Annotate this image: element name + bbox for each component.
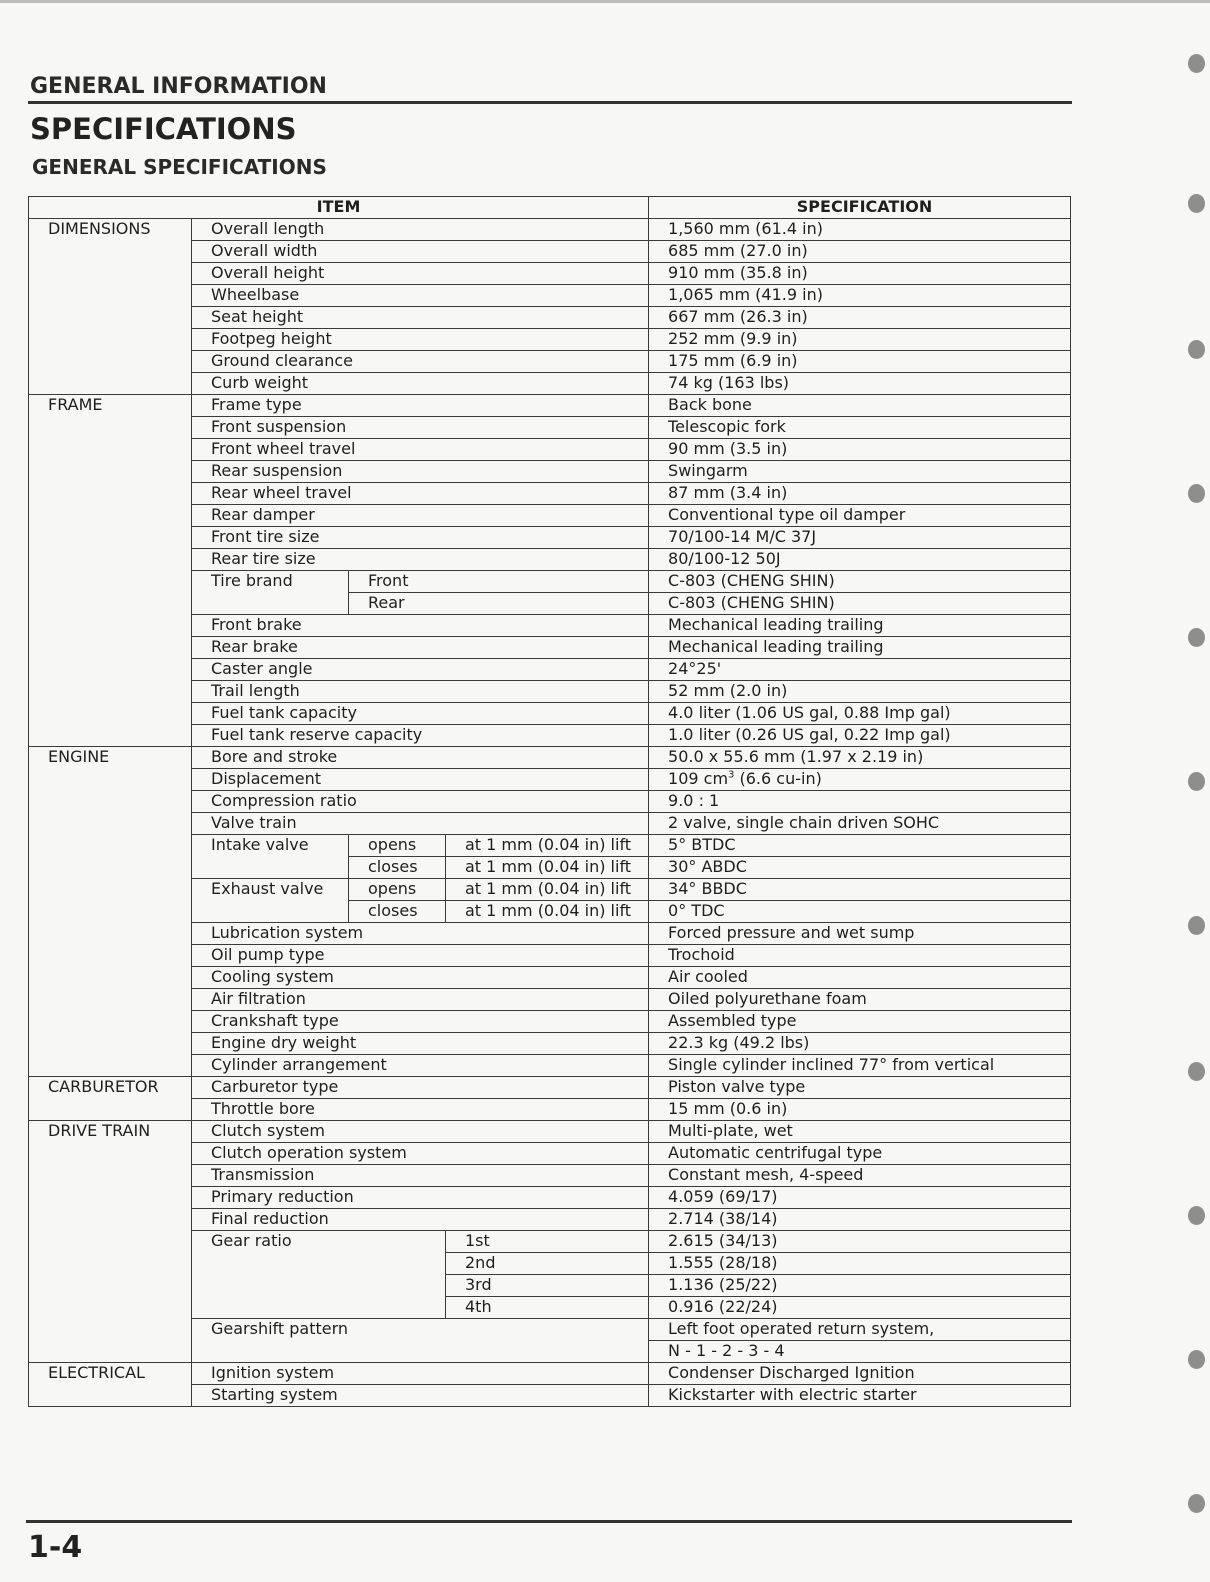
group-label-electrical: ELECTRICAL: [29, 1363, 192, 1407]
binder-hole-icon: [1188, 628, 1205, 647]
item-cell: Seat height: [192, 307, 649, 329]
binder-hole-icon: [1188, 484, 1205, 503]
binder-hole-icon: [1188, 916, 1205, 935]
spec-cell: Oiled polyurethane foam: [649, 989, 1071, 1011]
item-cell: Rear wheel travel: [192, 483, 649, 505]
item-cell: Rear brake: [192, 637, 649, 659]
group-label-drive-train: DRIVE TRAIN: [29, 1121, 192, 1363]
item-column-header: ITEM: [29, 197, 649, 219]
group-label-dimensions: DIMENSIONS: [29, 219, 192, 395]
page-subtitle: GENERAL SPECIFICATIONS: [32, 155, 327, 179]
spec-cell: 2.615 (34/13): [649, 1231, 1071, 1253]
item-cell: Fuel tank capacity: [192, 703, 649, 725]
spec-cell: Assembled type: [649, 1011, 1071, 1033]
item-cell: Air filtration: [192, 989, 649, 1011]
spec-cell: 9.0 : 1: [649, 791, 1071, 813]
gear-cell: 2nd: [446, 1253, 649, 1275]
displacement-value: 109 cm: [668, 769, 729, 788]
item-cell: Footpeg height: [192, 329, 649, 351]
spec-cell: 1,065 mm (41.9 in): [649, 285, 1071, 307]
item-cell: Starting system: [192, 1385, 649, 1407]
spec-cell: 1.555 (28/18): [649, 1253, 1071, 1275]
spec-cell: 175 mm (6.9 in): [649, 351, 1071, 373]
condition-cell: at 1 mm (0.04 in) lift: [446, 901, 649, 923]
spec-cell: 87 mm (3.4 in): [649, 483, 1071, 505]
spec-cell: 667 mm (26.3 in): [649, 307, 1071, 329]
item-cell: Overall length: [192, 219, 649, 241]
item-cell: Final reduction: [192, 1209, 649, 1231]
spec-cell: 74 kg (163 lbs): [649, 373, 1071, 395]
general-specifications-table: [28, 196, 1071, 1407]
item-cell: Carburetor type: [192, 1077, 649, 1099]
item-cell: Tire brand: [192, 571, 349, 615]
item-cell: Lubrication system: [192, 923, 649, 945]
page-number: 1-4: [28, 1530, 83, 1565]
sub-item-cell: Rear: [349, 593, 649, 615]
condition-cell: at 1 mm (0.04 in) lift: [446, 879, 649, 901]
spec-cell: 5° BTDC: [649, 835, 1071, 857]
spec-cell: Condenser Discharged Ignition: [649, 1363, 1071, 1385]
item-cell: Exhaust valve: [192, 879, 349, 923]
spec-cell: 34° BBDC: [649, 879, 1071, 901]
item-cell: Front wheel travel: [192, 439, 649, 461]
item-cell: Oil pump type: [192, 945, 649, 967]
spec-cell: 2 valve, single chain driven SOHC: [649, 813, 1071, 835]
spec-cell: 90 mm (3.5 in): [649, 439, 1071, 461]
item-cell: Curb weight: [192, 373, 649, 395]
binder-hole-icon: [1188, 54, 1205, 73]
item-cell: Intake valve: [192, 835, 349, 879]
item-cell: Bore and stroke: [192, 747, 649, 769]
item-cell: Crankshaft type: [192, 1011, 649, 1033]
table-row: [29, 1363, 1071, 1385]
spec-cell: N - 1 - 2 - 3 - 4: [649, 1341, 1071, 1363]
item-cell: Transmission: [192, 1165, 649, 1187]
spec-cell: 0° TDC: [649, 901, 1071, 923]
item-cell: Gearshift pattern: [192, 1319, 649, 1363]
spec-cell: 252 mm (9.9 in): [649, 329, 1071, 351]
spec-cell: Kickstarter with electric starter: [649, 1385, 1071, 1407]
sub-item-cell: closes: [349, 857, 446, 879]
section-header: GENERAL INFORMATION: [30, 74, 327, 99]
spec-cell: [649, 769, 1071, 791]
binder-hole-icon: [1188, 772, 1205, 791]
table-header-row: [29, 197, 1071, 219]
spec-cell: 4.0 liter (1.06 US gal, 0.88 Imp gal): [649, 703, 1071, 725]
sub-item-cell: closes: [349, 901, 446, 923]
item-cell: Compression ratio: [192, 791, 649, 813]
spec-cell: 1.0 liter (0.26 US gal, 0.22 Imp gal): [649, 725, 1071, 747]
item-cell: Throttle bore: [192, 1099, 649, 1121]
spec-cell: 15 mm (0.6 in): [649, 1099, 1071, 1121]
item-cell: Front suspension: [192, 417, 649, 439]
spec-cell: Automatic centrifugal type: [649, 1143, 1071, 1165]
spec-cell: Trochoid: [649, 945, 1071, 967]
specification-column-header: SPECIFICATION: [649, 197, 1071, 219]
group-label-frame: FRAME: [29, 395, 192, 747]
spec-cell: Air cooled: [649, 967, 1071, 989]
item-cell: Trail length: [192, 681, 649, 703]
item-cell: Ignition system: [192, 1363, 649, 1385]
item-cell: Primary reduction: [192, 1187, 649, 1209]
spec-cell: 80/100-12 50J: [649, 549, 1071, 571]
condition-cell: at 1 mm (0.04 in) lift: [446, 835, 649, 857]
item-cell: Overall height: [192, 263, 649, 285]
spec-cell: C-803 (CHENG SHIN): [649, 593, 1071, 615]
spec-cell: Single cylinder inclined 77° from vertical: [649, 1055, 1071, 1077]
table-row: [29, 1121, 1071, 1143]
gear-cell: 3rd: [446, 1275, 649, 1297]
binder-hole-icon: [1188, 340, 1205, 359]
item-cell: Fuel tank reserve capacity: [192, 725, 649, 747]
spec-cell: 22.3 kg (49.2 lbs): [649, 1033, 1071, 1055]
page-top-edge: [0, 0, 1210, 3]
spec-cell: Mechanical leading trailing: [649, 637, 1071, 659]
spec-cell: Piston valve type: [649, 1077, 1071, 1099]
item-cell: Cooling system: [192, 967, 649, 989]
item-cell: Cylinder arrangement: [192, 1055, 649, 1077]
header-rule: [28, 101, 1072, 104]
binder-hole-icon: [1188, 1350, 1205, 1369]
item-cell: Displacement: [192, 769, 649, 791]
item-cell: Clutch operation system: [192, 1143, 649, 1165]
spec-cell: 50.0 x 55.6 mm (1.97 x 2.19 in): [649, 747, 1071, 769]
item-cell: Clutch system: [192, 1121, 649, 1143]
cubic-superscript: 3: [728, 769, 735, 781]
footer-rule: [26, 1520, 1072, 1523]
spec-cell: C-803 (CHENG SHIN): [649, 571, 1071, 593]
spec-cell: Swingarm: [649, 461, 1071, 483]
table-row: [29, 747, 1071, 769]
spec-cell: 910 mm (35.8 in): [649, 263, 1071, 285]
spec-cell: 24°25': [649, 659, 1071, 681]
spec-cell: 0.916 (22/24): [649, 1297, 1071, 1319]
condition-cell: at 1 mm (0.04 in) lift: [446, 857, 649, 879]
spec-cell: Constant mesh, 4-speed: [649, 1165, 1071, 1187]
table-row: [29, 219, 1071, 241]
item-cell: Rear damper: [192, 505, 649, 527]
spec-cell: Left foot operated return system,: [649, 1319, 1071, 1341]
item-cell: Caster angle: [192, 659, 649, 681]
table-row: [29, 1077, 1071, 1099]
item-cell: Overall width: [192, 241, 649, 263]
item-cell: Rear suspension: [192, 461, 649, 483]
spec-cell: 4.059 (69/17): [649, 1187, 1071, 1209]
spec-cell: 1.136 (25/22): [649, 1275, 1071, 1297]
spec-cell: 70/100-14 M/C 37J: [649, 527, 1071, 549]
item-cell: Ground clearance: [192, 351, 649, 373]
spec-cell: Back bone: [649, 395, 1071, 417]
table-row: [29, 395, 1071, 417]
spec-cell: 30° ABDC: [649, 857, 1071, 879]
item-cell: Frame type: [192, 395, 649, 417]
sub-item-cell: opens: [349, 879, 446, 901]
binder-hole-icon: [1188, 1206, 1205, 1225]
spec-cell: Mechanical leading trailing: [649, 615, 1071, 637]
gear-cell: 4th: [446, 1297, 649, 1319]
spec-cell: 2.714 (38/14): [649, 1209, 1071, 1231]
spec-cell: Conventional type oil damper: [649, 505, 1071, 527]
binder-hole-icon: [1188, 1494, 1205, 1513]
item-cell: Gear ratio: [192, 1231, 446, 1319]
page-title: SPECIFICATIONS: [30, 112, 297, 146]
displacement-imperial: (6.6 cu-in): [734, 769, 822, 788]
spec-cell: 685 mm (27.0 in): [649, 241, 1071, 263]
binder-hole-icon: [1188, 1062, 1205, 1081]
item-cell: Engine dry weight: [192, 1033, 649, 1055]
group-label-engine: ENGINE: [29, 747, 192, 1077]
spec-cell: Telescopic fork: [649, 417, 1071, 439]
sub-item-cell: Front: [349, 571, 649, 593]
item-cell: Valve train: [192, 813, 649, 835]
group-label-carburetor: CARBURETOR: [29, 1077, 192, 1121]
spec-cell: 1,560 mm (61.4 in): [649, 219, 1071, 241]
item-cell: Rear tire size: [192, 549, 649, 571]
item-cell: Front brake: [192, 615, 649, 637]
sub-item-cell: opens: [349, 835, 446, 857]
binder-hole-icon: [1188, 194, 1205, 213]
item-cell: Wheelbase: [192, 285, 649, 307]
spec-cell: Multi-plate, wet: [649, 1121, 1071, 1143]
item-cell: Front tire size: [192, 527, 649, 549]
spec-cell: Forced pressure and wet sump: [649, 923, 1071, 945]
gear-cell: 1st: [446, 1231, 649, 1253]
spec-cell: 52 mm (2.0 in): [649, 681, 1071, 703]
